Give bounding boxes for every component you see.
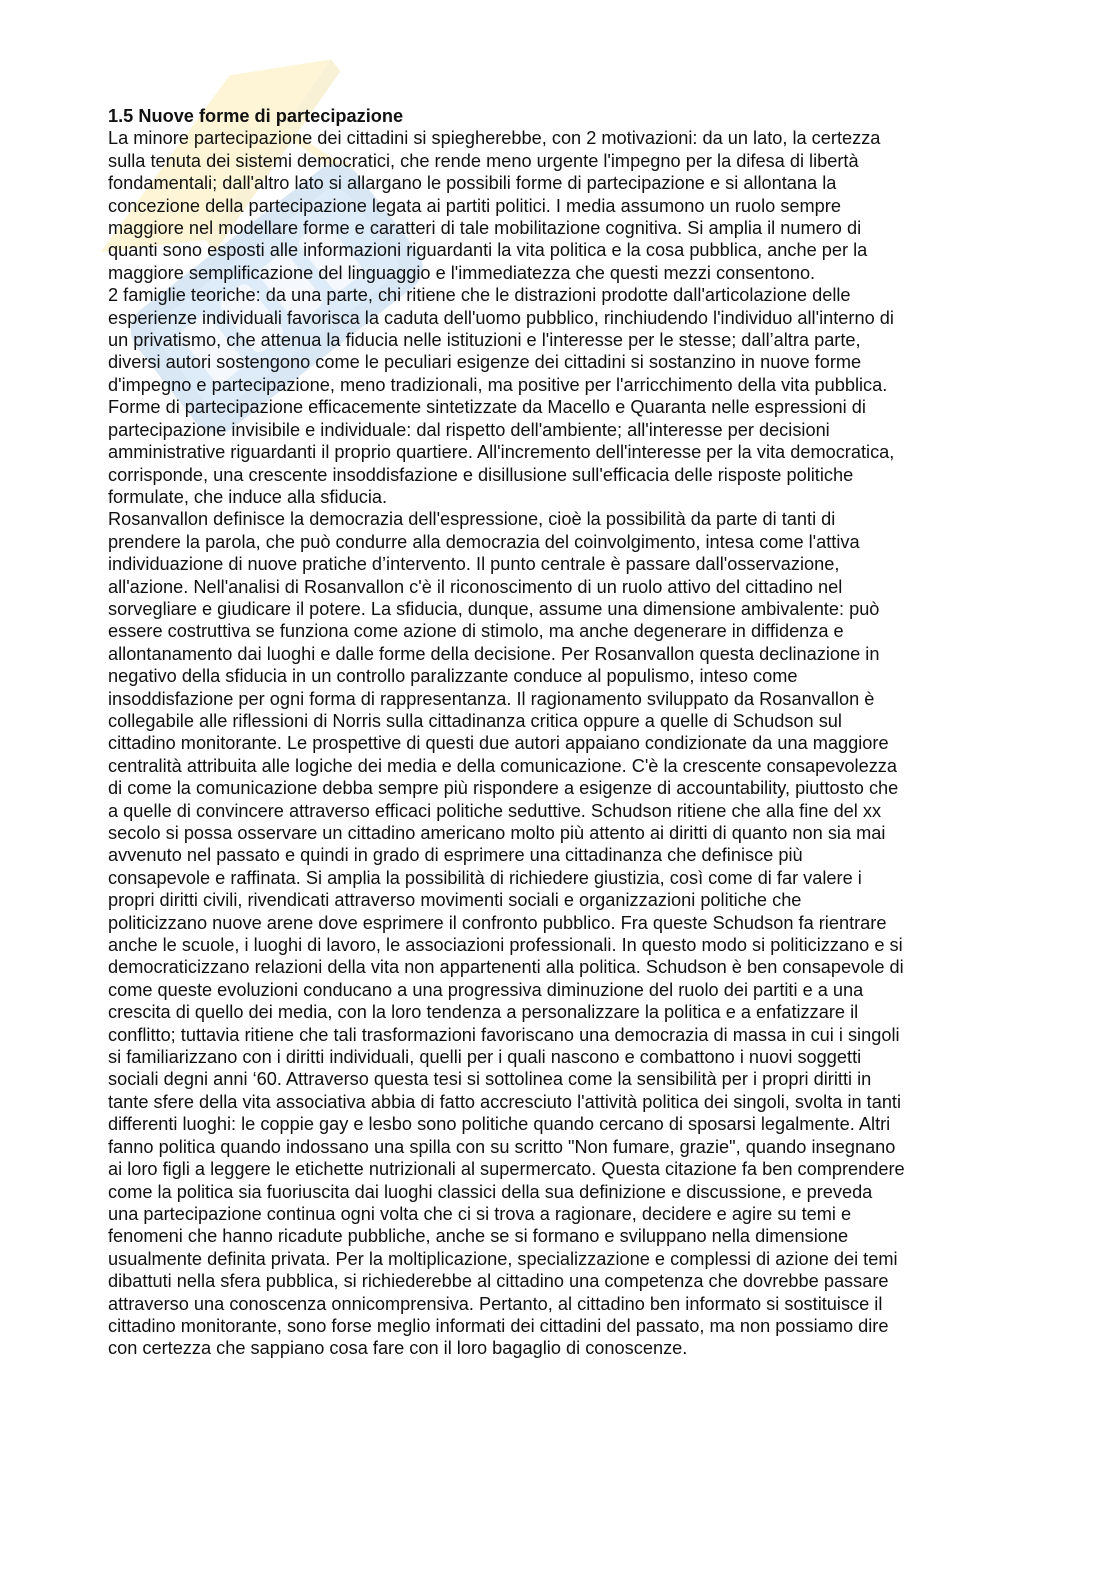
paragraph-3: Forme di partecipazione efficacemente sintetizzate da Macello e Quaranta nelle espressioni di partecipazione invisibile e individuale: dal rispetto dell'ambiente; all'interesse per decisioni amministrative riguardanti il proprio quartiere. All'incremento dell'interesse per la vita democratica, corrisponde, una crescente insoddisfazione e disillusione sull'efficacia delle risposte politiche formulate, che induce alla sfiducia. xyxy=(108,397,895,507)
section-heading: 1.5 Nuove forme di partecipazione xyxy=(108,106,404,126)
paragraph-2: 2 famiglie teoriche: da una parte, chi ritiene che le distrazioni prodotte dall'articolazione delle esperienze individuali favorisca la caduta dell'uomo pubblico, rinchiudendo l'individuo all'interno di un privatismo, che attenua la fiducia nelle istituzioni e l'interesse per le stesse; dall’altra parte, diversi autori sostengono come le peculiari esigenze dei cittadini si sostanzino in nuove forme d'impegno e partecipazione, meno tradizionali, ma positive per l'arricchimento della vita pubblica. xyxy=(108,285,894,395)
paragraph-1: La minore partecipazione dei cittadini si spiegherebbe, con 2 motivazioni: da un lato, la certezza sulla tenuta dei sistemi democratici, che rende meno urgente l'impegno per la difesa di libertà fondamentali; dall'altro lato si allargano le possibili forme di partecipazione e si allontana la concezione della partecipazione legata ai partiti politici. I media assumono un ruolo sempre maggiore nel modellare forme e caratteri di tale mobilitazione cognitiva. Si amplia il numero di quanti sono esposti alle informazioni riguardanti la vita politica e la cosa pubblica, anche per la maggiore semplificazione del linguaggio e l'immediatezza che questi mezzi consentono. xyxy=(108,128,881,283)
document-body xyxy=(108,105,1013,1360)
paragraph-4: Rosanvallon definisce la democrazia dell'espressione, cioè la possibilità da parte di tanti di prendere la parola, che può condurre alla democrazia del coinvolgimento, intesa come l'attiva individuazione di nuove pratiche d’intervento. Il punto centrale è passare dall'osservazione, all'azione. Nell'analisi di Rosanvallon c'è il riconoscimento di un ruolo attivo del cittadino nel sorvegliare e giudicare il potere. La sfiducia, dunque, assume una dimensione ambivalente: può essere costruttiva se funziona come azione di stimolo, ma anche degenerare in diffidenza e allontanamento dai luoghi e dalle forme della decisione. Per Rosanvallon questa declinazione in negativo della sfiducia in un controllo paralizzante conduce al populismo, inteso come insoddisfazione per ogni forma di rappresentanza. Il ragionamento sviluppato da Rosanvallon è collegabile alle riflessioni di Norris sulla cittadinanza critica oppure a quelle di Schudson sul cittadino monitorante. Le prospettive di questi due autori appaiano condizionate da una maggiore centralità attribuita alle logiche dei media e della comunicazione. C'è la crescente consapevolezza di come la comunicazione debba sempre più rispondere a esigenze di accountability, piuttosto che a quelle di convincere attraverso efficaci politiche seduttive. Schudson ritiene che alla fine del xx secolo si possa osservare un cittadino americano molto più attento ai diritti di quanto non sia mai avvenuto nel passato e quindi in grado di esprimere una cittadinanza che definisce più consapevole e raffinata. Si amplia la possibilità di richiedere giustizia, così come di far valere i propri diritti civili, rivendicati attraverso movimenti sociali e organizzazioni politiche che politicizzano nuove arene dove esprimere il confronto pubblico. Fra queste Schudson fa rientrare anche le scuole, i luoghi di lavoro, le associazioni professionali. In questo modo si politicizzano e si democraticizzano relazioni della vita non appartenenti alla politica. Schudson è ben consapevole di come queste evoluzioni conducano a una progressiva diminuzione del ruolo dei partiti e a una crescita di quello dei media, con la loro tendenza a personalizzare la politica e a enfatizzare il conflitto; tuttavia ritiene che tali trasformazioni favoriscano una democrazia di massa in cui i singoli si familiarizzano con i diritti individuali, quelli per i quali nascono e combattono i nuovi soggetti sociali degni anni ‘60. Attraverso questa tesi si sottolinea come la sensibilità per i propri diritti in tante sfere della vita associativa abbia di fatto accresciuto l'attività politica dei singoli, svolta in tanti differenti luoghi: le coppie gay e lesbo sono politiche quando cercano di sposarsi legalmente. Altri fanno politica quando indossano una spilla con su scritto "Non fumare, grazie", quando insegnano ai loro figli a leggere le etichette nutrizionali al supermercato. Questa citazione fa ben comprendere come la politica sia fuoriuscita dai luoghi classici della sua definizione e discussione, e preveda una partecipazione continua ogni volta che ci si trova a ragionare, decidere e agire su temi e fenomeni che hanno ricadute pubbliche, anche se si formano e sviluppano nella dimensione usualmente definita privata. Per la moltiplicazione, specializzazione e complessi di azione dei temi dibattuti nella sfera pubblica, si richiederebbe al cittadino una competenza che dovrebbe passare attraverso una conoscenza onnicomprensiva. Pertanto, al cittadino ben informato si sostituisce il cittadino monitorante, sono forse meglio informati dei cittadini del passato, ma non possiamo dire con certezza che sappiano cosa fare con il loro bagaglio di conoscenze. xyxy=(108,509,905,1359)
